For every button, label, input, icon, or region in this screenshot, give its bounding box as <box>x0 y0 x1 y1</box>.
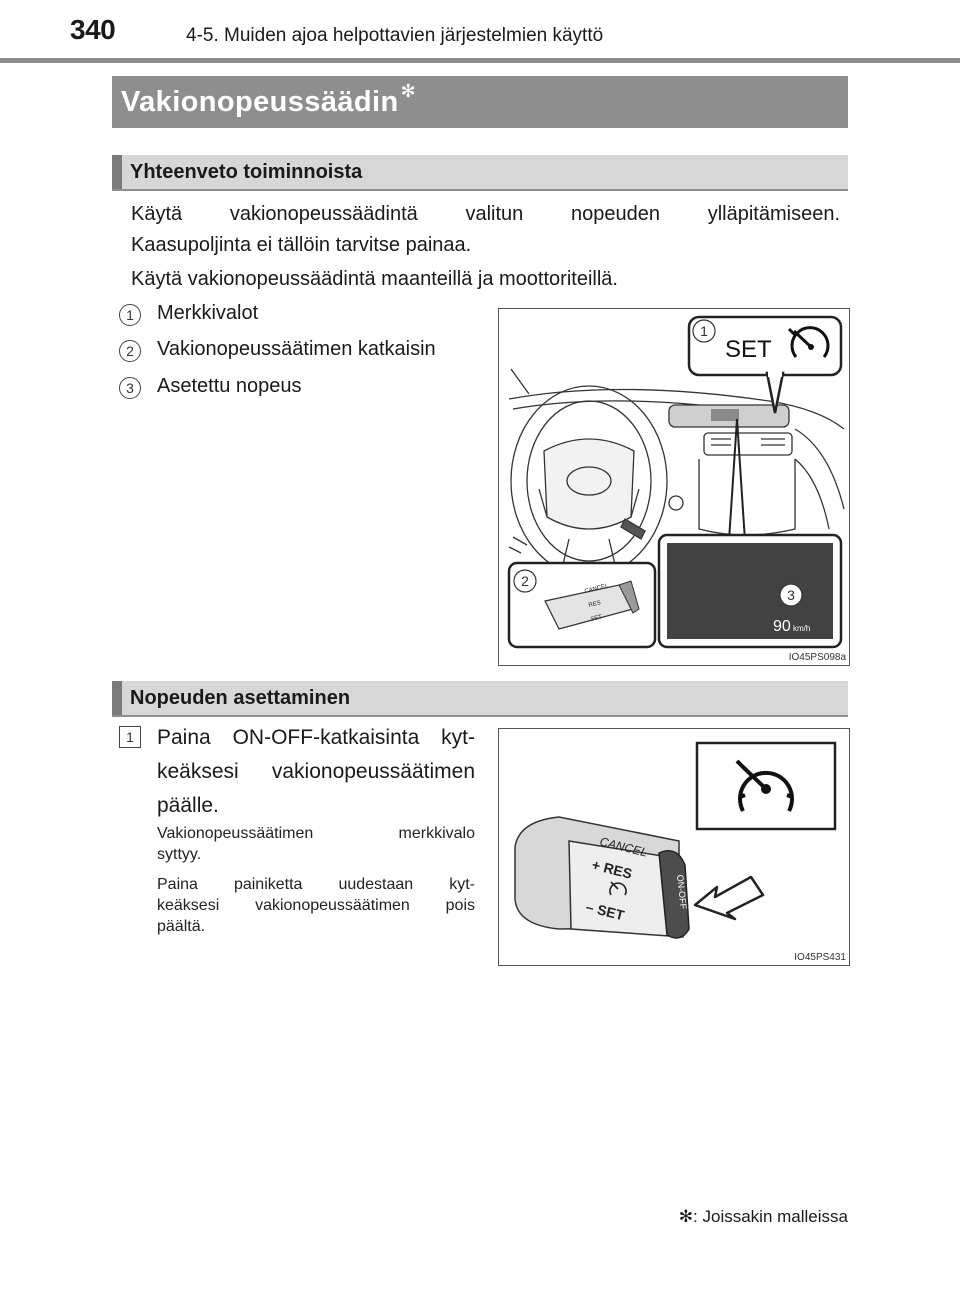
step-line: Paina ON-OFF-katkaisinta kyt- <box>157 726 475 749</box>
page-title: Vakionopeussäädin <box>121 85 399 118</box>
title-banner <box>112 76 848 128</box>
section-heading-text: Nopeuden asettaminen <box>130 686 351 709</box>
note-line: syttyy. <box>157 846 202 863</box>
heading-bar <box>112 681 122 715</box>
title-asterisk-icon: ✻ <box>400 80 416 101</box>
lever-set-label: – SET <box>584 898 626 924</box>
lever-illustration <box>499 729 849 965</box>
section-heading-text: Yhteenveto toiminnoista <box>130 160 363 183</box>
step-number: 1 <box>119 726 141 748</box>
note-line: keäksesi vakionopeussäätimen pois <box>157 897 475 914</box>
set-speed-value: 90 <box>773 618 791 635</box>
note-line: Paina painiketta uudestaan kyt- <box>157 876 475 893</box>
note-switch-off <box>157 874 475 937</box>
legend-number-3: 3 <box>119 377 141 399</box>
intro-line-1: Käytä vakionopeussäädintä valitun nopeuden ylläpitämiseen. <box>131 203 840 225</box>
note-line: päältä. <box>157 918 206 935</box>
section-heading-setting-speed <box>112 681 848 717</box>
legend-label-1: Merkkivalot <box>157 302 259 324</box>
callout-3-label: 3 <box>787 587 795 603</box>
intro-line-2: Kaasupoljinta ei tällöin tarvitse painaa. <box>131 234 472 256</box>
header-rule <box>0 58 960 63</box>
note-line: Vakionopeussäätimen merkkivalo <box>157 825 475 842</box>
figure-code: IO45PS431 <box>794 952 846 963</box>
footnote-text: : Joissakin malleissa <box>693 1207 848 1226</box>
lever-cancel-label: CANCEL <box>598 834 649 860</box>
figure-code: IO45PS098a <box>788 652 846 663</box>
step-text <box>157 721 475 823</box>
dashboard-figure <box>498 308 850 666</box>
footnote-asterisk-icon: ✻ <box>678 1207 694 1226</box>
step-line: päälle. <box>157 794 219 817</box>
step-line: keäksesi vakionopeussäätimen <box>157 760 475 783</box>
legend-label-2: Vakionopeussäätimen katkaisin <box>157 338 436 360</box>
callout-1-label: 1 <box>700 323 708 339</box>
intro-paragraph-2: Käytä vakionopeussäädintä maanteillä ja moottoriteillä. <box>131 268 618 290</box>
lever-onoff-label: ON-OFF <box>675 874 689 910</box>
lever-set-text: SET <box>590 614 603 623</box>
lever-figure <box>498 728 850 966</box>
footnote <box>679 1207 848 1227</box>
section-path: 4-5. Muiden ajoa helpottavien järjestelmien käyttö <box>186 25 604 46</box>
dashboard-illustration <box>499 309 849 665</box>
lever-res-text: RES <box>588 600 602 609</box>
lever-res-label: + RES <box>590 856 634 882</box>
set-speed-unit: km/h <box>793 624 811 633</box>
set-indicator-text: SET <box>725 336 772 363</box>
note-indicator-light <box>157 823 475 865</box>
legend-label-3: Asetettu nopeus <box>157 375 302 397</box>
press-arrow-icon <box>695 877 763 919</box>
section-heading-summary <box>112 155 848 191</box>
page-number: 340 <box>70 14 116 45</box>
heading-bar <box>112 155 122 189</box>
callout-2-label: 2 <box>521 573 529 589</box>
legend-number-2: 2 <box>119 340 141 362</box>
lever-cancel-text: CANCEL <box>584 583 610 595</box>
legend-number-1: 1 <box>119 304 141 326</box>
